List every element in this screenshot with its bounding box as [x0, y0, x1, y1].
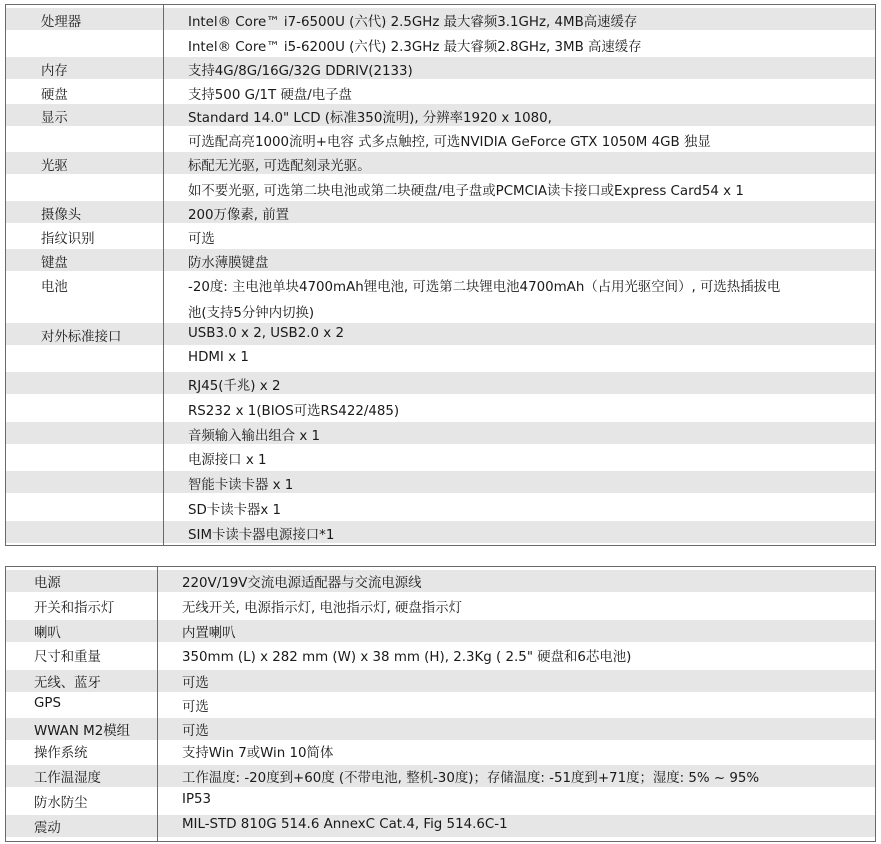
spec-label: 显示 [41, 111, 68, 126]
spec-value: 工作温度: -20度到+60度 (不带电池, 整机-30度)；存储温度: -51度到+71度；湿度: 5% ~ 95% [182, 771, 760, 786]
spec-value: 可选 [182, 676, 209, 691]
spec-value: 内置喇叭 [182, 626, 236, 641]
table-row [6, 104, 875, 126]
table-row [6, 33, 875, 55]
spec-value: SIM卡读卡器电源接口*1 [188, 528, 335, 543]
spec-label: 键盘 [41, 256, 68, 271]
table-row [6, 740, 875, 762]
column-divider [163, 5, 164, 545]
spec-value: SD卡读卡器x 1 [188, 503, 282, 518]
spec-value: 音频输入输出组合 x 1 [188, 429, 321, 444]
spec-label: 对外标准接口 [41, 330, 122, 345]
spec-value: Intel® Core™ i7-6500U (六代) 2.5GHz 最大睿频3.1GHz, 4MB高速缓存 [188, 15, 638, 30]
spec-value: Standard 14.0" LCD (标准350流明), 分辨率1920 x 1080, [188, 111, 552, 126]
table-row [6, 790, 875, 812]
spec-value: RJ45(千兆) x 2 [188, 379, 281, 394]
table-row [6, 521, 875, 543]
spec-value: 350mm (L) x 282 mm (W) x 38 mm (H), 2.3Kg ( 2.5" 硬盘和6芯电池) [182, 650, 632, 665]
spec-label: 光驱 [41, 159, 68, 174]
spec-value: 电源接口 x 1 [188, 453, 267, 468]
spec-label: 操作系统 [34, 746, 88, 761]
table-row [6, 397, 875, 419]
table-row [6, 446, 875, 468]
spec-value: 智能卡读卡器 x 1 [188, 478, 294, 493]
table-row [6, 570, 875, 592]
spec-value: 可选 [188, 232, 215, 247]
table-row [6, 177, 875, 199]
spec-value: 220V/19V交流电源适配器与交流电源线 [182, 576, 422, 591]
spec-value: 无线开关, 电源指示灯, 电池指示灯, 硬盘指示灯 [182, 601, 462, 616]
spec-value: 支持Win 7或Win 10简体 [182, 746, 334, 761]
table-row [6, 694, 875, 716]
spec-label: 无线、蓝牙 [34, 676, 101, 691]
spec-label: 工作温湿度 [34, 771, 101, 786]
spec-table-main [5, 4, 876, 546]
spec-value: 支持500 G/1T 硬盘/电子盘 [188, 88, 352, 103]
table-row [6, 201, 875, 223]
spec-value: 如不要光驱, 可选第二块电池或第二块硬盘/电子盘或PCMCIA读卡接口或Express Card54 x 1 [188, 184, 744, 199]
table-row [6, 718, 875, 740]
spec-label: 震动 [34, 821, 61, 836]
spec-value: 可选 [182, 724, 209, 739]
spec-label: 内存 [41, 64, 68, 79]
table-row [6, 496, 875, 518]
spec-value: 可选配高亮1000流明+电容 式多点触控, 可选NVIDIA GeForce GTX 1050M 4GB 独显 [188, 135, 711, 150]
spec-label: 指纹识别 [41, 232, 95, 247]
spec-label: 摄像头 [41, 208, 82, 223]
spec-value: Intel® Core™ i5-6200U (六代) 2.3GHz 最大睿频2.8GHz, 3MB 高速缓存 [188, 40, 642, 55]
table-row [6, 765, 875, 787]
table-row [6, 81, 875, 103]
spec-label: 处理器 [41, 15, 82, 30]
table-row [6, 670, 875, 692]
table-row [6, 595, 875, 617]
table-row [6, 57, 875, 79]
spec-value: 支持4G/8G/16G/32G DDRIV(2133) [188, 64, 413, 79]
spec-label: 防水防尘 [34, 796, 88, 811]
spec-label: WWAN M2模组 [34, 724, 131, 739]
spec-value: IP53 [182, 792, 212, 807]
spec-value: USB3.0 x 2, USB2.0 x 2 [188, 326, 344, 341]
table-row [6, 620, 875, 642]
table-row [6, 152, 875, 174]
table-row [6, 347, 875, 369]
spec-value: -20度: 主电池单块4700mAh锂电池, 可选第二块锂电池4700mAh（占用光驱空间）, 可选热插拔电 [188, 280, 781, 295]
table-row [6, 471, 875, 493]
table-row [6, 323, 875, 345]
table-row [6, 8, 875, 30]
spec-value: 可选 [182, 700, 209, 715]
spec-label: GPS [34, 696, 61, 711]
table-row [6, 815, 875, 837]
spec-label: 开关和指示灯 [34, 601, 115, 616]
spec-label: 电源 [34, 576, 61, 591]
table-row [6, 422, 875, 444]
table-row [6, 128, 875, 150]
table-row [6, 225, 875, 247]
table-row [6, 299, 875, 321]
table-row [6, 273, 875, 295]
spec-value: 防水薄膜键盘 [188, 256, 269, 271]
spec-label: 尺寸和重量 [34, 650, 101, 665]
table-row [6, 249, 875, 271]
table-row [6, 644, 875, 666]
spec-value: MIL-STD 810G 514.6 AnnexC Cat.4, Fig 514.6C-1 [182, 817, 508, 832]
spec-label: 电池 [41, 280, 68, 295]
spec-value: 池(支持5分钟内切换) [188, 306, 315, 321]
spec-label: 硬盘 [41, 88, 68, 103]
table-row [6, 372, 875, 394]
spec-value: RS232 x 1(BIOS可选RS422/485) [188, 404, 400, 419]
spec-label: 喇叭 [34, 626, 61, 641]
column-divider [157, 567, 158, 841]
spec-table-extra [5, 566, 876, 842]
spec-value: HDMI x 1 [188, 350, 249, 365]
spec-value: 标配无光驱, 可选配刻录光驱。 [188, 159, 371, 174]
spec-value: 200万像素, 前置 [188, 208, 290, 223]
